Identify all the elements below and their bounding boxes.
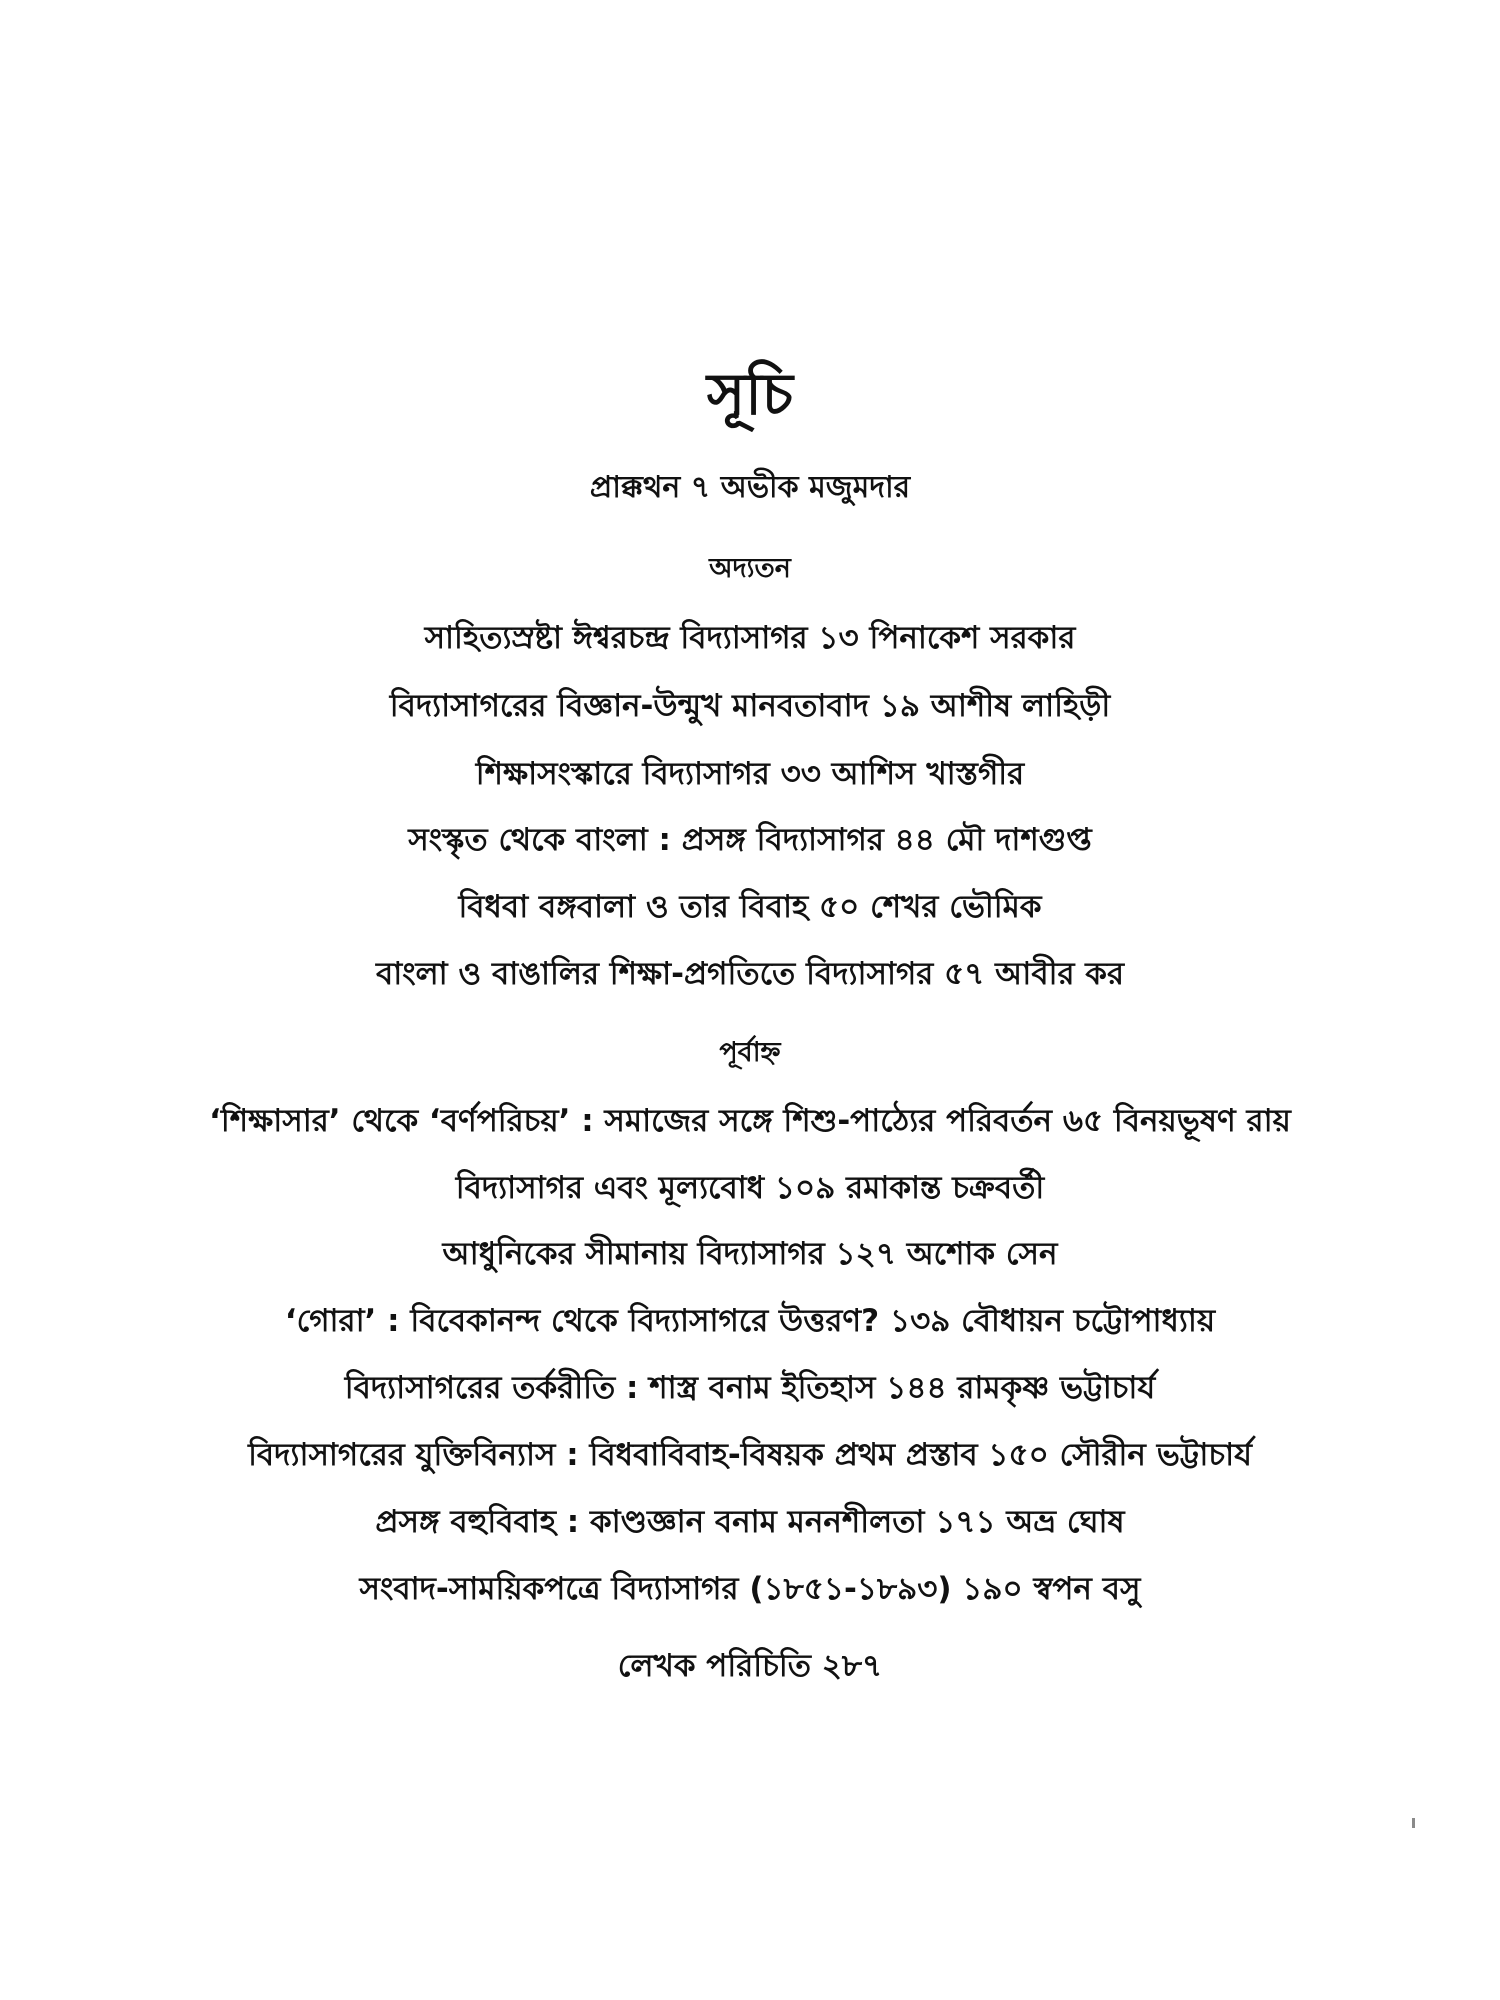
section-heading-2: পূর্বাহ্ন [719, 1037, 781, 1068]
toc-entry: সংবাদ-সাময়িকপত্রে বিদ্যাসাগর (১৮৫১-১৮৯৩) ১৯০ স্বপন বসু [359, 1571, 1141, 1607]
toc-entry: ‘শিক্ষাসার’ থেকে ‘বর্ণপরিচয়’ : সমাজের সঙ্গে শিশু-পাঠ্যের পরিবর্তন ৬৫ বিনয়ভূষণ রায় [209, 1103, 1291, 1139]
toc-entry: আধুনিকের সীমানায় বিদ্যাসাগর ১২৭ অশোক সেন [442, 1236, 1058, 1272]
toc-entry: বিদ্যাসাগরের যুক্তিবিন্যাস : বিধবাবিবাহ-বিষয়ক প্রথম প্রস্তাব ১৫০ সৌরীন ভট্টাচার্য [248, 1437, 1252, 1473]
preface-entry: প্রাক্কথন ৭ অভীক মজুমদার [589, 470, 911, 505]
toc-entry: সংস্কৃত থেকে বাংলা : প্রসঙ্গ বিদ্যাসাগর ৪৪ মৌ দাশগুপ্ত [408, 822, 1092, 858]
toc-entry: বাংলা ও বাঙালির শিক্ষা-প্রগতিতে বিদ্যাসাগর ৫৭ আবীর কর [375, 956, 1125, 992]
toc-entry: বিদ্যাসাগরের বিজ্ঞান-উন্মুখ মানবতাবাদ ১৯ আশীষ লাহিড়ী [389, 688, 1111, 724]
toc-entry: ‘গোরা’ : বিবেকানন্দ থেকে বিদ্যাসাগরে উত্তরণ? ১৩৯ বৌধায়ন চট্টোপাধ্যায় [284, 1303, 1216, 1339]
toc-entry: বিদ্যাসাগরের তর্করীতি : শাস্ত্র বনাম ইতিহাস ১৪৪ রামকৃষ্ণ ভট্টাচার্য [344, 1370, 1156, 1406]
toc-entry: শিক্ষাসংস্কারে বিদ্যাসাগর ৩৩ আশিস খাস্তগীর [475, 756, 1025, 792]
author-note-entry: লেখক পরিচিতি ২৮৭ [617, 1648, 883, 1684]
section-heading-1: অদ্যতন [709, 553, 791, 584]
toc-entry: সাহিত্যস্রষ্টা ঈশ্বরচন্দ্র বিদ্যাসাগর ১৩ পিনাকেশ সরকার [424, 620, 1076, 656]
page-title: সূচি [706, 360, 794, 428]
toc-entry: প্রসঙ্গ বহুবিবাহ : কাণ্ডজ্ঞান বনাম মননশীলতা ১৭১ অভ্র ঘোষ [375, 1504, 1125, 1540]
stray-mark [1412, 1818, 1415, 1828]
toc-entry: বিদ্যাসাগর এবং মূল্যবোধ ১০৯ রমাকান্ত চক্রবর্তী [455, 1170, 1045, 1206]
toc-entry: বিধবা বঙ্গবালা ও তার বিবাহ ৫০ শেখর ভৌমিক [458, 889, 1042, 925]
